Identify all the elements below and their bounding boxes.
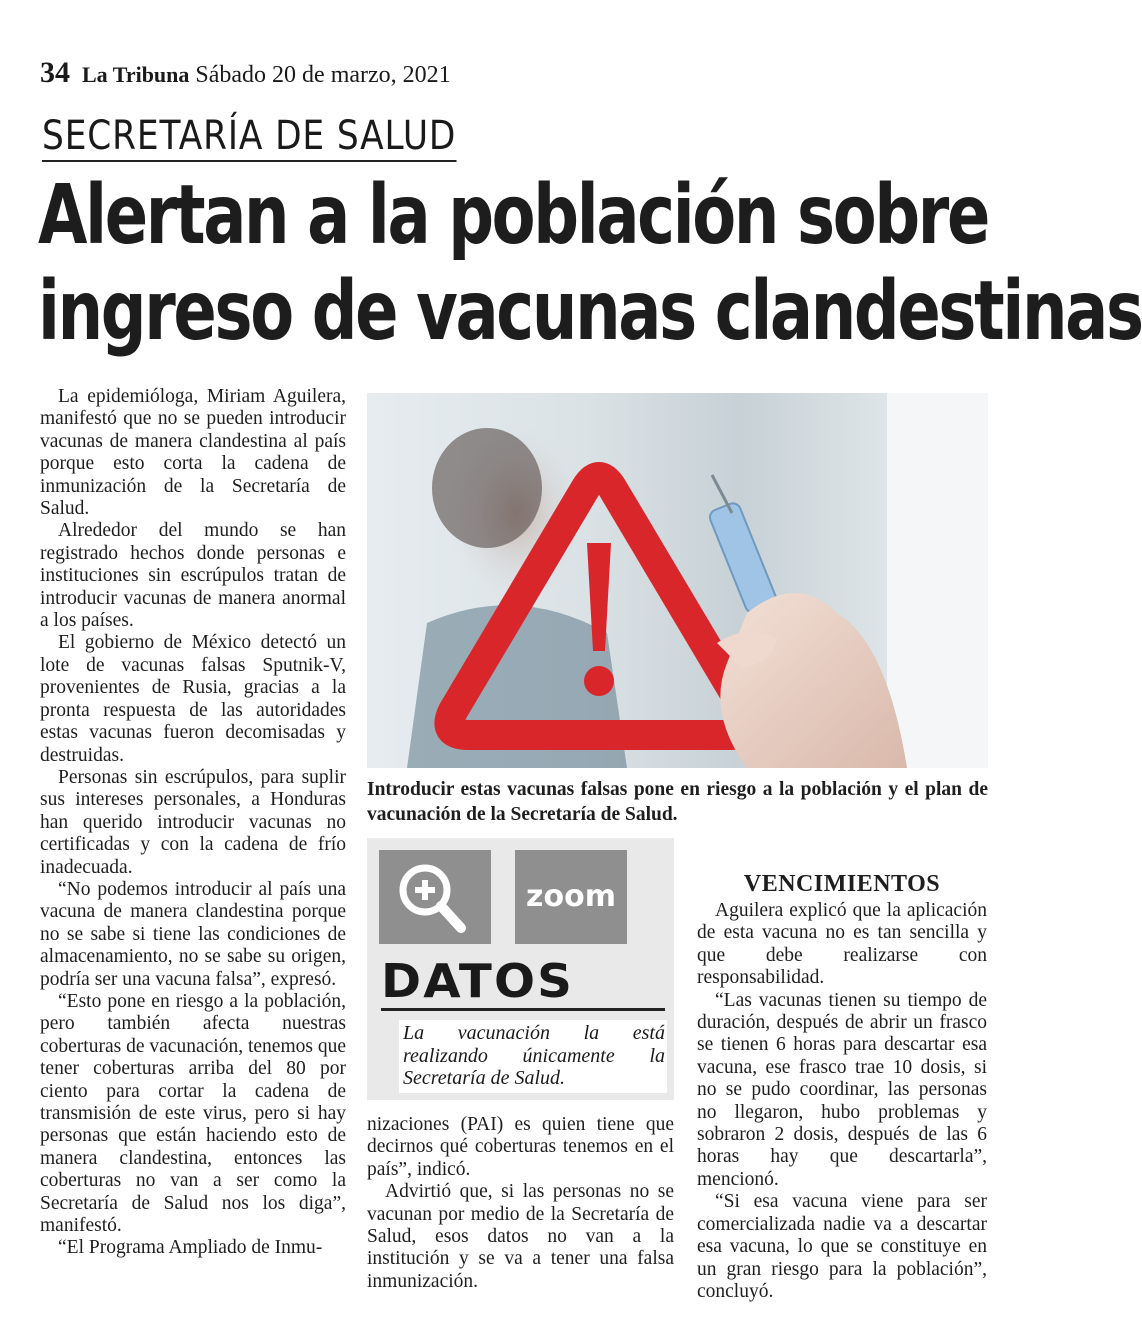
paragraph: Aguilera explicó que la aplicación de esta vacuna no es tan sencilla y que debe realizarse con responsabilidad.	[697, 900, 987, 989]
article-photo	[367, 393, 988, 768]
page-header	[40, 56, 451, 90]
publication-name: La Tribuna	[82, 62, 190, 87]
headline	[38, 168, 1142, 360]
paragraph: “No podemos introducir al país una vacuna de manera clandestina porque no se sabe si tiene las condiciones de almacenamiento, no se sabe su origen, podría ser una vacuna falsa”, expresó.	[40, 878, 346, 990]
paragraph: El gobierno de México detectó un lote de vacunas falsas Sputnik-V, provenientes de Rusia, gracias a la pronta respuesta de las autoridades estas vacunas fueron decomisadas y destruidas.	[40, 632, 346, 766]
paragraph: Personas sin escrúpulos, para suplir sus intereses personales, a Honduras han querido introducir vacunas no certificadas y con la cadena de frío inadecuada.	[40, 766, 346, 878]
zoom-label: zoom	[515, 850, 627, 944]
paragraph: “Si esa vacuna viene para ser comercializada nadie va a descartar esa vacuna, lo que se constituye en un gran riesgo para la población”, concluyó.	[697, 1191, 987, 1302]
photo-caption: Introducir estas vacunas falsas pone en riesgo a la población y el plan de vacunación de la Secretaría de Salud.	[367, 779, 988, 825]
zoom-sidebar	[367, 838, 674, 1100]
paragraph: “Esto pone en riesgo a la población, pero también afecta nuestras coberturas de vacunación, tenemos que tener coberturas arriba del 80 por ciento para cortar la cadena de transmisión de este virus, pero si hay personas que están haciendo esto de manera clandestina, entonces las coberturas no van a ser como la Secretaría de Salud nos los diga”, manifestó.	[40, 990, 346, 1237]
paragraph: La epidemióloga, Miriam Aguilera, manifestó que no se pueden introducir vacunas de manera clandestina al país porque esto corta la cadena de inmunización de la Secretaría de Salud.	[40, 386, 346, 520]
paragraph: Advirtió que, si las personas no se vacunan por medio de la Secretaría de Salud, esos datos no van a la institución y se va a tener una falsa inmunización.	[367, 1181, 674, 1292]
datos-text: La vacunación la está realizando únicamente la Secretaría de Salud.	[399, 1020, 667, 1093]
paragraph: Alrededor del mundo se han registrado hechos donde personas e instituciones sin escrúpulos tratan de introducir vacunas de manera anormal a los países.	[40, 520, 346, 632]
magnifier-plus-icon	[379, 850, 491, 944]
datos-rule	[381, 1008, 665, 1011]
paragraph: nizaciones (PAI) es quien tiene que decirnos qué coberturas tenemos en el país”, indicó.	[367, 1114, 674, 1180]
issue-date: Sábado 20 de marzo, 2021	[195, 62, 451, 88]
section-kicker: SECRETARÍA DE SALUD	[42, 114, 456, 162]
article-column-2	[367, 1114, 674, 1293]
zoom-icon-tile	[379, 850, 491, 944]
datos-title: DATOS	[381, 954, 575, 1008]
warning-sign-photo	[367, 393, 988, 768]
headline-line-2: ingreso de vacunas clandestinas	[38, 264, 1142, 359]
page-number: 34	[40, 56, 70, 89]
syringe-icon	[708, 501, 779, 615]
subhead: VENCIMIENTOS	[743, 871, 941, 897]
paragraph: “El Programa Ampliado de Inmu-	[58, 1237, 323, 1259]
paragraph: “Las vacunas tienen su tiempo de duración, después de abrir un frasco se tienen 6 horas para descartar esa vacuna, ese frasco trae 10 dosis, si no se pudo coordinar, las personas no llegaron, hubo problemas y sobraron 2 dosis, después de las 6 horas hay que descartarla”, mencionó.	[697, 989, 987, 1190]
article-column-3	[697, 870, 987, 1303]
headline-line-1: Alertan a la población sobre	[38, 168, 989, 263]
article-column-1	[40, 386, 346, 1260]
